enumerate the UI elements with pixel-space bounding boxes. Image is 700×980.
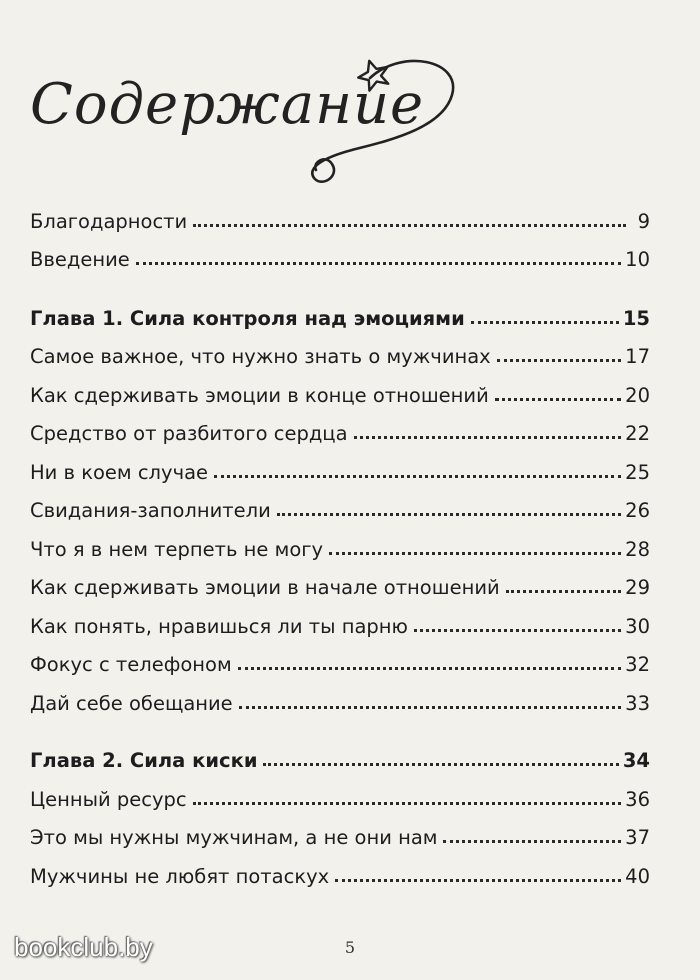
toc-entry-title: Как понять, нравишься ли ты парню [30, 614, 408, 638]
toc-entry-page: 33 [625, 691, 650, 715]
toc-entry-title: Свидания-заполнители [30, 499, 271, 522]
chapter-page: 15 [622, 306, 650, 330]
toc-entry-page: 37 [625, 826, 650, 849]
toc-entry-title: Фокус с телефоном [30, 653, 232, 676]
toc-entry[interactable] [30, 233, 650, 272]
dot-leader [329, 551, 621, 555]
dot-leader [443, 839, 621, 843]
watermark-logo: bookclub.by [14, 932, 153, 962]
toc-entry[interactable] [30, 772, 650, 811]
toc-entry-title: Ценный ресурс [30, 787, 187, 811]
dot-leader [497, 358, 621, 362]
dot-leader [495, 397, 621, 401]
toc-entry-title: Благодарности [30, 209, 188, 233]
toc-entry-title: Как сдерживать эмоции в конце отношений [30, 383, 489, 407]
toc-entry-title: Как сдерживать эмоции в начале отношений [30, 576, 500, 599]
dot-leader [277, 512, 621, 516]
toc-entry-title: Средство от разбитого сердца [30, 422, 348, 445]
toc-entry[interactable] [30, 368, 650, 407]
toc-entry-title: Ни в коем случае [30, 460, 209, 484]
toc-entry-title: Введение [30, 248, 130, 271]
toc-entry[interactable] [30, 194, 650, 233]
toc-entry-page: 25 [625, 460, 650, 484]
dot-leader [471, 320, 619, 324]
toc-entry-page: 36 [625, 787, 650, 811]
title-block [22, 50, 452, 200]
toc-entry-page: 32 [625, 653, 650, 676]
toc-entry[interactable] [30, 561, 650, 600]
dot-leader [335, 878, 621, 882]
toc-entry-page: 30 [625, 614, 650, 638]
toc-entry-title: Самое важное, что нужно знать о мужчинах [30, 345, 491, 368]
toc-entry-title: Дай себе обещание [30, 691, 233, 715]
dot-leader [238, 666, 621, 670]
chapter-title: Глава 2. Сила киски [30, 749, 258, 772]
toc-entry-page: 20 [625, 383, 650, 407]
toc-entry[interactable] [30, 849, 650, 888]
toc-entry-page: 29 [625, 576, 650, 599]
dot-leader [239, 705, 621, 709]
dot-leader [506, 589, 622, 593]
chapter-title: Глава 1. Сила контроля над эмоциями [30, 306, 465, 330]
dot-leader [193, 223, 626, 227]
toc-entry-page: 26 [625, 499, 650, 522]
dot-leader [136, 261, 621, 265]
toc-entry-page: 10 [625, 248, 650, 271]
toc-entry[interactable] [30, 676, 650, 715]
dot-leader [214, 474, 621, 478]
toc-entry[interactable] [30, 407, 650, 446]
toc-entry-page: 28 [625, 537, 650, 561]
star-flourish-icon [292, 50, 472, 190]
toc-entry[interactable] [30, 484, 650, 523]
toc-entry-title: Это мы нужны мужчинам, а не они нам [30, 826, 438, 849]
page-number: 5 [344, 938, 356, 957]
toc-entry[interactable] [30, 445, 650, 484]
chapter-page: 34 [622, 749, 650, 772]
toc-entry-page: 40 [625, 864, 650, 888]
toc-entry[interactable] [30, 522, 650, 561]
toc-entry-title: Мужчины не любят потаскух [30, 864, 330, 888]
dot-leader [354, 435, 622, 439]
table-of-contents [30, 194, 650, 888]
dot-leader [193, 801, 622, 805]
toc-chapter-heading[interactable] [30, 291, 650, 330]
page-title: Содержание [30, 72, 425, 137]
toc-entry-title: Что я в нем терпеть не могу [30, 537, 324, 561]
dot-leader [414, 628, 621, 632]
toc-entry-page: 17 [625, 345, 650, 368]
toc-entry[interactable] [30, 638, 650, 677]
toc-entry-page: 9 [637, 209, 650, 233]
toc-entry-page: 22 [625, 422, 650, 445]
toc-entry[interactable] [30, 330, 650, 369]
toc-entry[interactable] [30, 599, 650, 638]
dot-leader [263, 762, 618, 766]
toc-entry[interactable] [30, 811, 650, 850]
toc-chapter-heading[interactable] [30, 734, 650, 773]
